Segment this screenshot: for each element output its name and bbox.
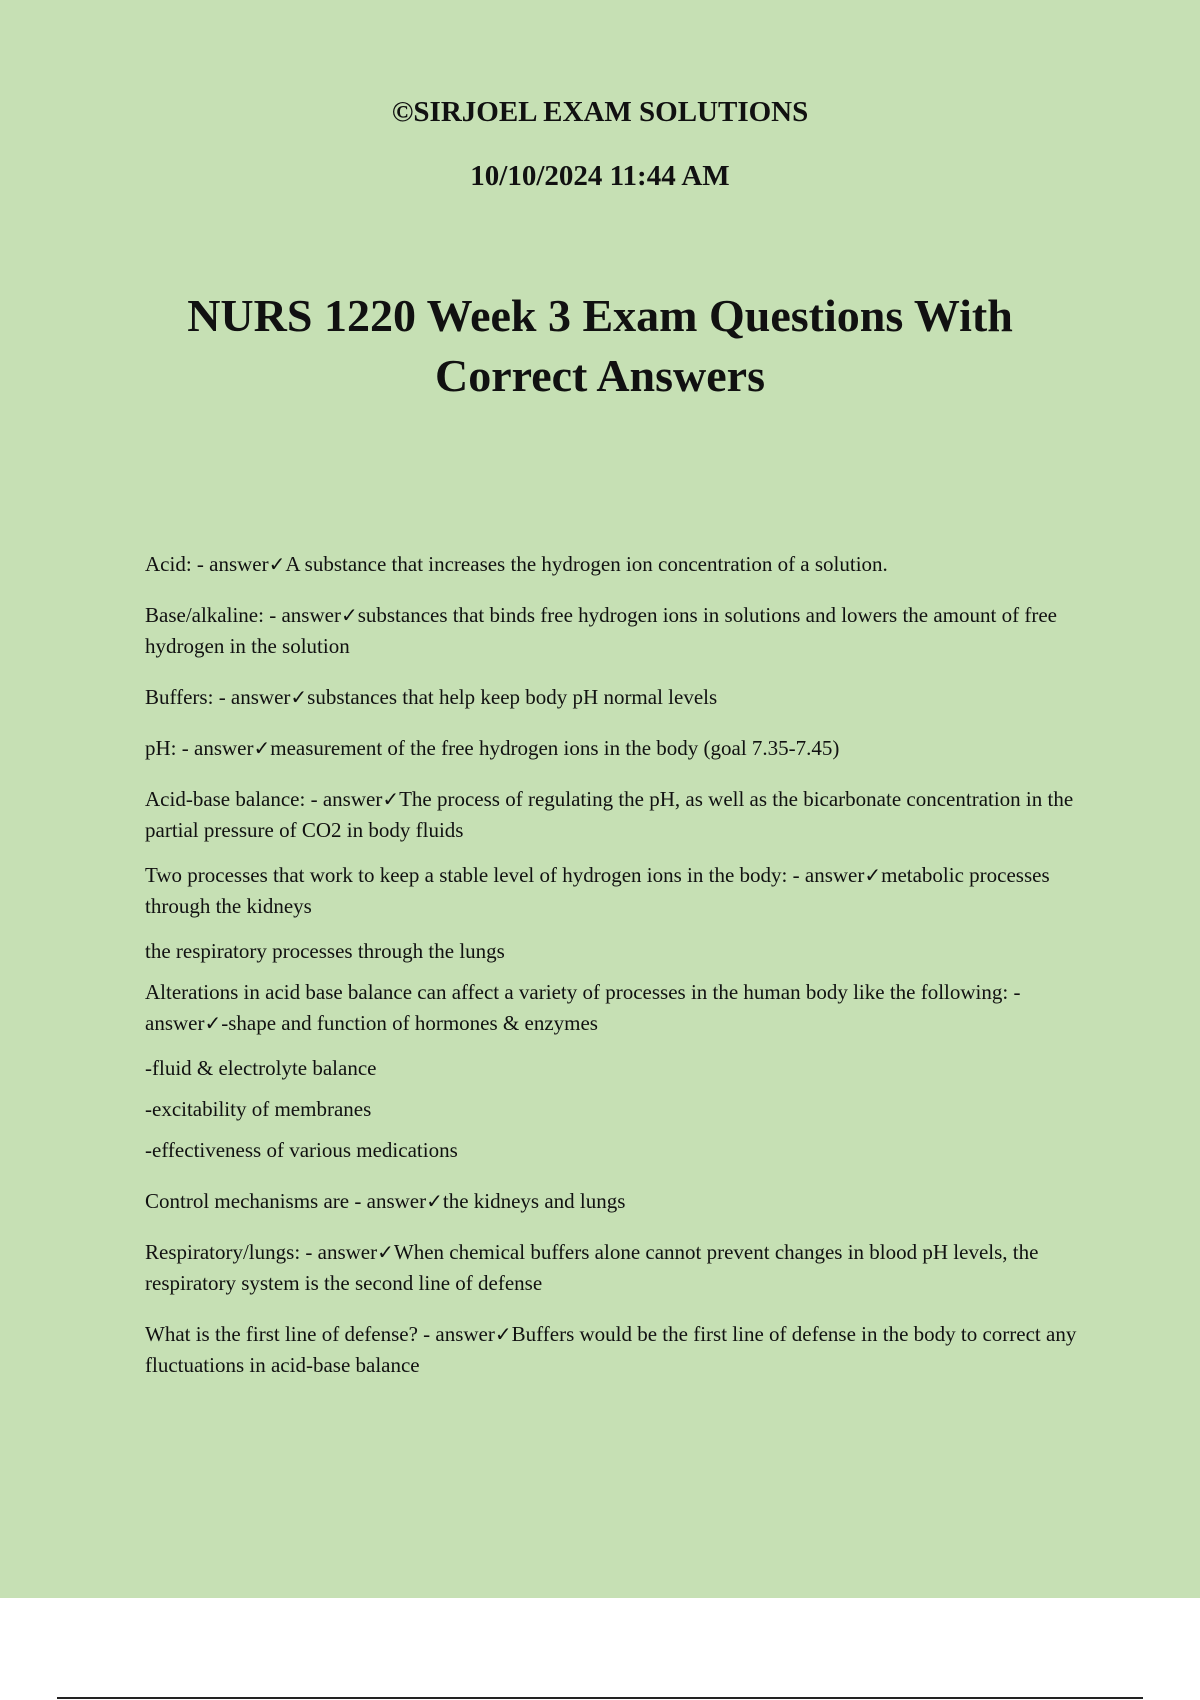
checkmark-icon: ✓ [204, 1011, 222, 1035]
flashcard-entry [145, 1186, 1085, 1217]
answer-prefix: - answer [213, 685, 291, 709]
flashcard-entry [145, 1237, 1085, 1299]
entry-answer: A substance that increases the hydrogen ion concentration of a solution. [285, 552, 888, 576]
flashcard-entry [145, 733, 1085, 764]
checkmark-icon: ✓ [253, 736, 271, 760]
flashcard-entry [145, 682, 1085, 713]
entry-answer: substances that binds free hydrogen ions in solutions and lowers the amount of free hydrogen in the solution [145, 603, 1057, 658]
answer-prefix: - answer [417, 1322, 495, 1346]
checkmark-icon: ✓ [268, 552, 286, 576]
flashcard-entry [145, 860, 1085, 922]
answer-prefix: - answer [305, 787, 383, 811]
flashcard-entry [145, 1319, 1085, 1381]
entry-term: Control mechanisms are [145, 1189, 350, 1213]
entry-term: Buffers: [145, 685, 214, 709]
entry-answer: The process of regulating the pH, as well as the bicarbonate concentration in the partial pressure of CO2 in body fluids [145, 787, 1074, 842]
answer-continuation: the respiratory processes through the lungs [145, 939, 505, 963]
entry-term: What is the first line of defense? [145, 1322, 418, 1346]
flashcard-entry [145, 784, 1085, 846]
answer-prefix: - answer [191, 552, 269, 576]
checkmark-icon: ✓ [377, 1240, 394, 1264]
checkmark-icon: ✓ [426, 1189, 443, 1213]
flashcard-entry [145, 600, 1085, 662]
answer-prefix: - answer [145, 980, 1021, 1035]
brand-header: ©SIRJOEL EXAM SOLUTIONS [391, 96, 809, 128]
flashcard-entry [145, 977, 1085, 1039]
entry-term: Respiratory/lungs: [145, 1240, 301, 1264]
answer-prefix: - answer [349, 1189, 427, 1213]
entry-answer: -shape and function of hormones & enzymes [221, 1011, 598, 1035]
answer-prefix: - answer [300, 1240, 378, 1264]
flashcard-list [145, 549, 1085, 1381]
entry-term: Acid-base balance: [145, 787, 306, 811]
document-title [100, 286, 1100, 406]
answer-continuation: -fluid & electrolyte balance [145, 1056, 377, 1080]
entry-term: pH: [145, 736, 177, 760]
checkmark-icon: ✓ [494, 1322, 512, 1346]
flashcard-entry [145, 549, 1085, 580]
document-datetime: 10/10/2024 11:44 AM [470, 160, 730, 192]
answer-prefix: - answer [263, 603, 341, 627]
checkmark-icon: ✓ [290, 685, 308, 709]
entry-answer: the kidneys and lungs [442, 1189, 626, 1213]
title-line-1: NURS 1220 Week 3 Exam Questions With [187, 290, 1013, 341]
entry-answer: When chemical buffers alone cannot prevent changes in blood pH levels, the respiratory system is the second line of defense [145, 1240, 1039, 1295]
checkmark-icon: ✓ [340, 603, 358, 627]
answer-prefix: - answer [176, 736, 254, 760]
entry-answer: substances that help keep body pH normal levels [307, 685, 718, 709]
answer-continuation: -excitability of membranes [145, 1097, 372, 1121]
title-line-2: Correct Answers [435, 350, 765, 401]
entry-term: Alterations in acid base balance can affect a variety of processes in the human body like the following: [145, 980, 1009, 1004]
entry-term: Acid: [145, 552, 192, 576]
checkmark-icon: ✓ [864, 863, 882, 887]
answer-continuation: -effectiveness of various medications [145, 1138, 458, 1162]
entry-answer: metabolic processes through the kidneys [145, 863, 1050, 918]
answer-prefix: - answer [787, 863, 865, 887]
entry-term: Two processes that work to keep a stable level of hydrogen ions in the body: [145, 863, 788, 887]
footer-divider [57, 1697, 1143, 1699]
entry-term: Base/alkaline: [145, 603, 264, 627]
entry-answer: Buffers would be the first line of defense in the body to correct any fluctuations in acid-base balance [145, 1322, 1077, 1377]
entry-answer: measurement of the free hydrogen ions in the body (goal 7.35-7.45) [270, 736, 840, 760]
checkmark-icon: ✓ [382, 787, 400, 811]
